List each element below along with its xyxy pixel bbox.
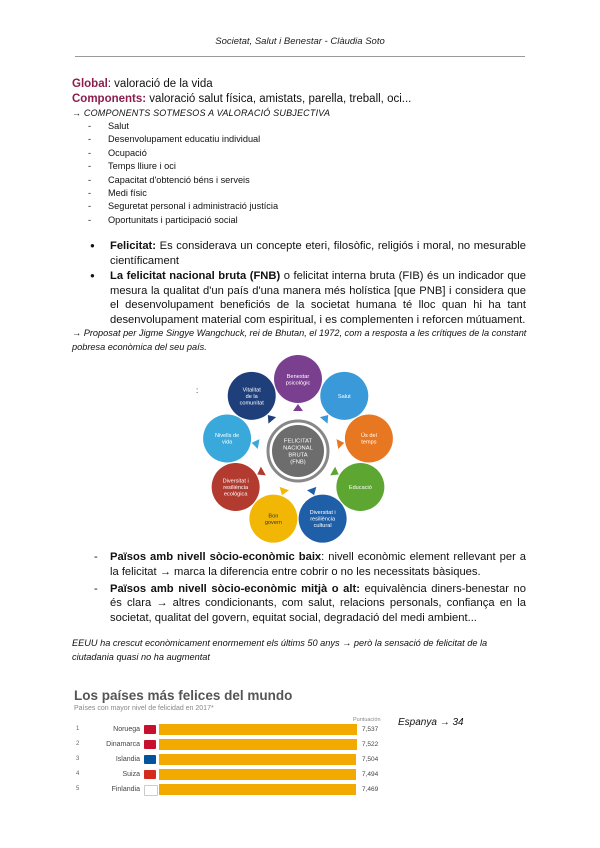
diagram-arrow <box>307 487 316 495</box>
bullet-text: Es considerava un concepte eteri, filosòfic, religiós i moral, no mesurable científicament <box>110 240 526 267</box>
global-text: : valoració de la vida <box>107 78 213 90</box>
diagram-node-label: de la <box>245 393 258 400</box>
chart-bar <box>159 754 356 765</box>
fnb-diagram <box>188 352 408 548</box>
list-item: - Capacitat d'obtenció béns i serveis <box>88 174 278 187</box>
diagram-node-label: resiliència <box>310 516 336 523</box>
espanya-rank-note: Espanya → 34 <box>398 717 464 728</box>
list-item: - Medi físic <box>88 187 278 200</box>
happiest-countries-chart <box>70 684 392 794</box>
chart-value-header: Puntuación <box>353 717 381 723</box>
diagram-arrow <box>293 404 303 411</box>
flag-icon <box>144 740 156 749</box>
chart-rank: 4 <box>76 771 80 777</box>
definition-bullets <box>90 239 526 329</box>
chart-subtitle: Países con mayor nivel de felicidad en 2017* <box>74 705 214 712</box>
list-item: - Temps lliure i oci <box>88 160 278 173</box>
diagram-arrow <box>257 467 266 476</box>
chart-row <box>70 784 392 797</box>
chart-category-label: Noruega <box>113 726 140 733</box>
diagram-arrow <box>320 415 328 424</box>
component-list <box>88 120 278 227</box>
chart-category-label: Suiza <box>122 771 140 778</box>
diagram-node-label: vida <box>221 439 233 446</box>
diagram-node-label: comunitat <box>239 400 264 407</box>
page-header: Societat, Salut i Benestar - Clàudia Soto <box>215 36 385 47</box>
chart-value-label: 7,469 <box>362 786 379 793</box>
diagram-node-label: Diversitat i <box>309 510 336 517</box>
bullet-felicitat <box>90 239 526 268</box>
stray-mark: : <box>196 386 199 395</box>
diagram-node-label: Bon <box>268 513 279 520</box>
diagram-arrow <box>330 467 339 476</box>
diagram-center-label: NACIONAL <box>283 445 313 452</box>
flag-icon <box>144 755 156 764</box>
chart-rank: 3 <box>76 756 80 762</box>
chart-value-label: 7,494 <box>362 771 379 778</box>
flag-icon <box>144 770 156 779</box>
diagram-arrow <box>280 487 289 495</box>
diagram-arrow <box>268 415 276 424</box>
list-item: - Salut <box>88 120 278 133</box>
components-line <box>72 93 411 105</box>
components-text: valoració salut física, amistats, parella, treball, oci... <box>146 93 412 105</box>
chart-bar <box>159 739 357 750</box>
dash-item-low <box>90 550 526 580</box>
diagram-node-label: govern <box>264 519 282 526</box>
bullet-term: Felicitat: <box>110 240 157 252</box>
flag-icon <box>144 785 158 796</box>
diagram-node-label: Diversitat i <box>222 478 249 485</box>
diagram-node-label: Vitalitat <box>242 387 261 394</box>
global-label: Global <box>72 78 108 90</box>
diagram-node-label: Nivells de <box>214 433 240 440</box>
diagram-center-label: BRUTA <box>288 452 308 459</box>
bullet-text: o felicitat interna bruta (FIB) és un indicador que mesura la qualitat d'un país d'una manera més holística [que PNB] i considera que el desenvolupament beneficiós de la societat humana té lloc quan hi ha tant desenvolupament material com espiritual, i es complementen i reforcen mútuament. <box>110 270 526 326</box>
diagram-center-label: FELICITAT <box>283 438 313 445</box>
chart-value-label: 7,504 <box>362 756 379 763</box>
chart-row <box>70 769 392 782</box>
eeuu-note: EEUU ha crescut econòmicament enormement els últims 50 anys → però la sensació de felicitat de la ciutadania quasi no ha augmentat <box>72 638 488 662</box>
diagram-arrow <box>337 439 345 449</box>
bullet-term: La felicitat nacional bruta (FNB) <box>110 270 281 283</box>
header-rule <box>75 56 525 57</box>
chart-category-label: Dinamarca <box>106 741 140 748</box>
diagram-node-label: Salut <box>337 393 351 400</box>
diagram-arrow <box>252 439 260 449</box>
dash-text: : nivell econòmic element rellevant per a la felicitat → marca la diferencia entre cobrir o no les necessitats bàsiques. <box>110 551 526 578</box>
diagram-center-label: (FNB) <box>290 459 306 466</box>
list-item: - Oportunitats i participació social <box>88 214 278 227</box>
components-label: Components: <box>72 93 147 105</box>
chart-rank: 1 <box>76 726 80 732</box>
chart-bar <box>159 769 356 780</box>
diagram-node-label: cultural <box>313 523 332 530</box>
dash-text: equivalència diners-benestar no és clara → altres condicionants, com salut, relacions personals, confiança en la societat, qualitat del govern, equitat social, degradació del medi ambient... <box>110 582 526 625</box>
flag-icon <box>144 725 156 734</box>
dash-term: Països amb nivell sòcio-econòmic mitjà o alt: <box>110 582 360 595</box>
chart-rank: 5 <box>76 786 80 792</box>
fnb-origin-note: → Proposat per Jigme Singye Wangchuck, rei de Bhutan, el 1972, com a resposta a les crítiques de la constant pobresa econòmica del seu país. <box>72 328 527 352</box>
diagram-node-label: ecològica <box>223 491 248 498</box>
diagram-node-label: psicològic <box>285 380 311 387</box>
socioeconomic-list <box>90 550 526 628</box>
chart-row <box>70 754 392 767</box>
chart-value-label: 7,522 <box>362 741 379 748</box>
chart-category-label: Islandia <box>115 756 140 763</box>
diagram-node-label: temps <box>361 439 377 446</box>
diagram-node-label: Benestar <box>286 373 310 380</box>
diagram-node-label: resiliència <box>223 485 249 491</box>
chart-bar <box>159 784 356 795</box>
global-line <box>72 78 213 90</box>
dash-term: Països amb nivell sòcio-econòmic baix <box>110 551 322 563</box>
chart-title: Los países más felices del mundo <box>74 688 293 703</box>
chart-row <box>70 739 392 752</box>
list-item: - Ocupació <box>88 147 278 160</box>
chart-category-label: Finlandia <box>111 786 140 793</box>
chart-row <box>70 724 392 737</box>
list-item: - Seguretat personal i administració justícia <box>88 200 278 213</box>
components-subjective-note: → COMPONENTS SOTMESOS A VALORACIÓ SUBJECTIVA <box>72 108 331 118</box>
diagram-node-label: Educació <box>348 485 372 491</box>
dash-item-mid-high <box>90 582 526 626</box>
chart-rank: 2 <box>76 741 80 747</box>
chart-value-label: 7,537 <box>362 726 379 733</box>
chart-bar <box>159 724 357 735</box>
diagram-node-label: Ús del <box>360 433 377 440</box>
list-item: - Desenvolupament educatiu individual <box>88 133 278 146</box>
bullet-fnb <box>90 269 526 327</box>
